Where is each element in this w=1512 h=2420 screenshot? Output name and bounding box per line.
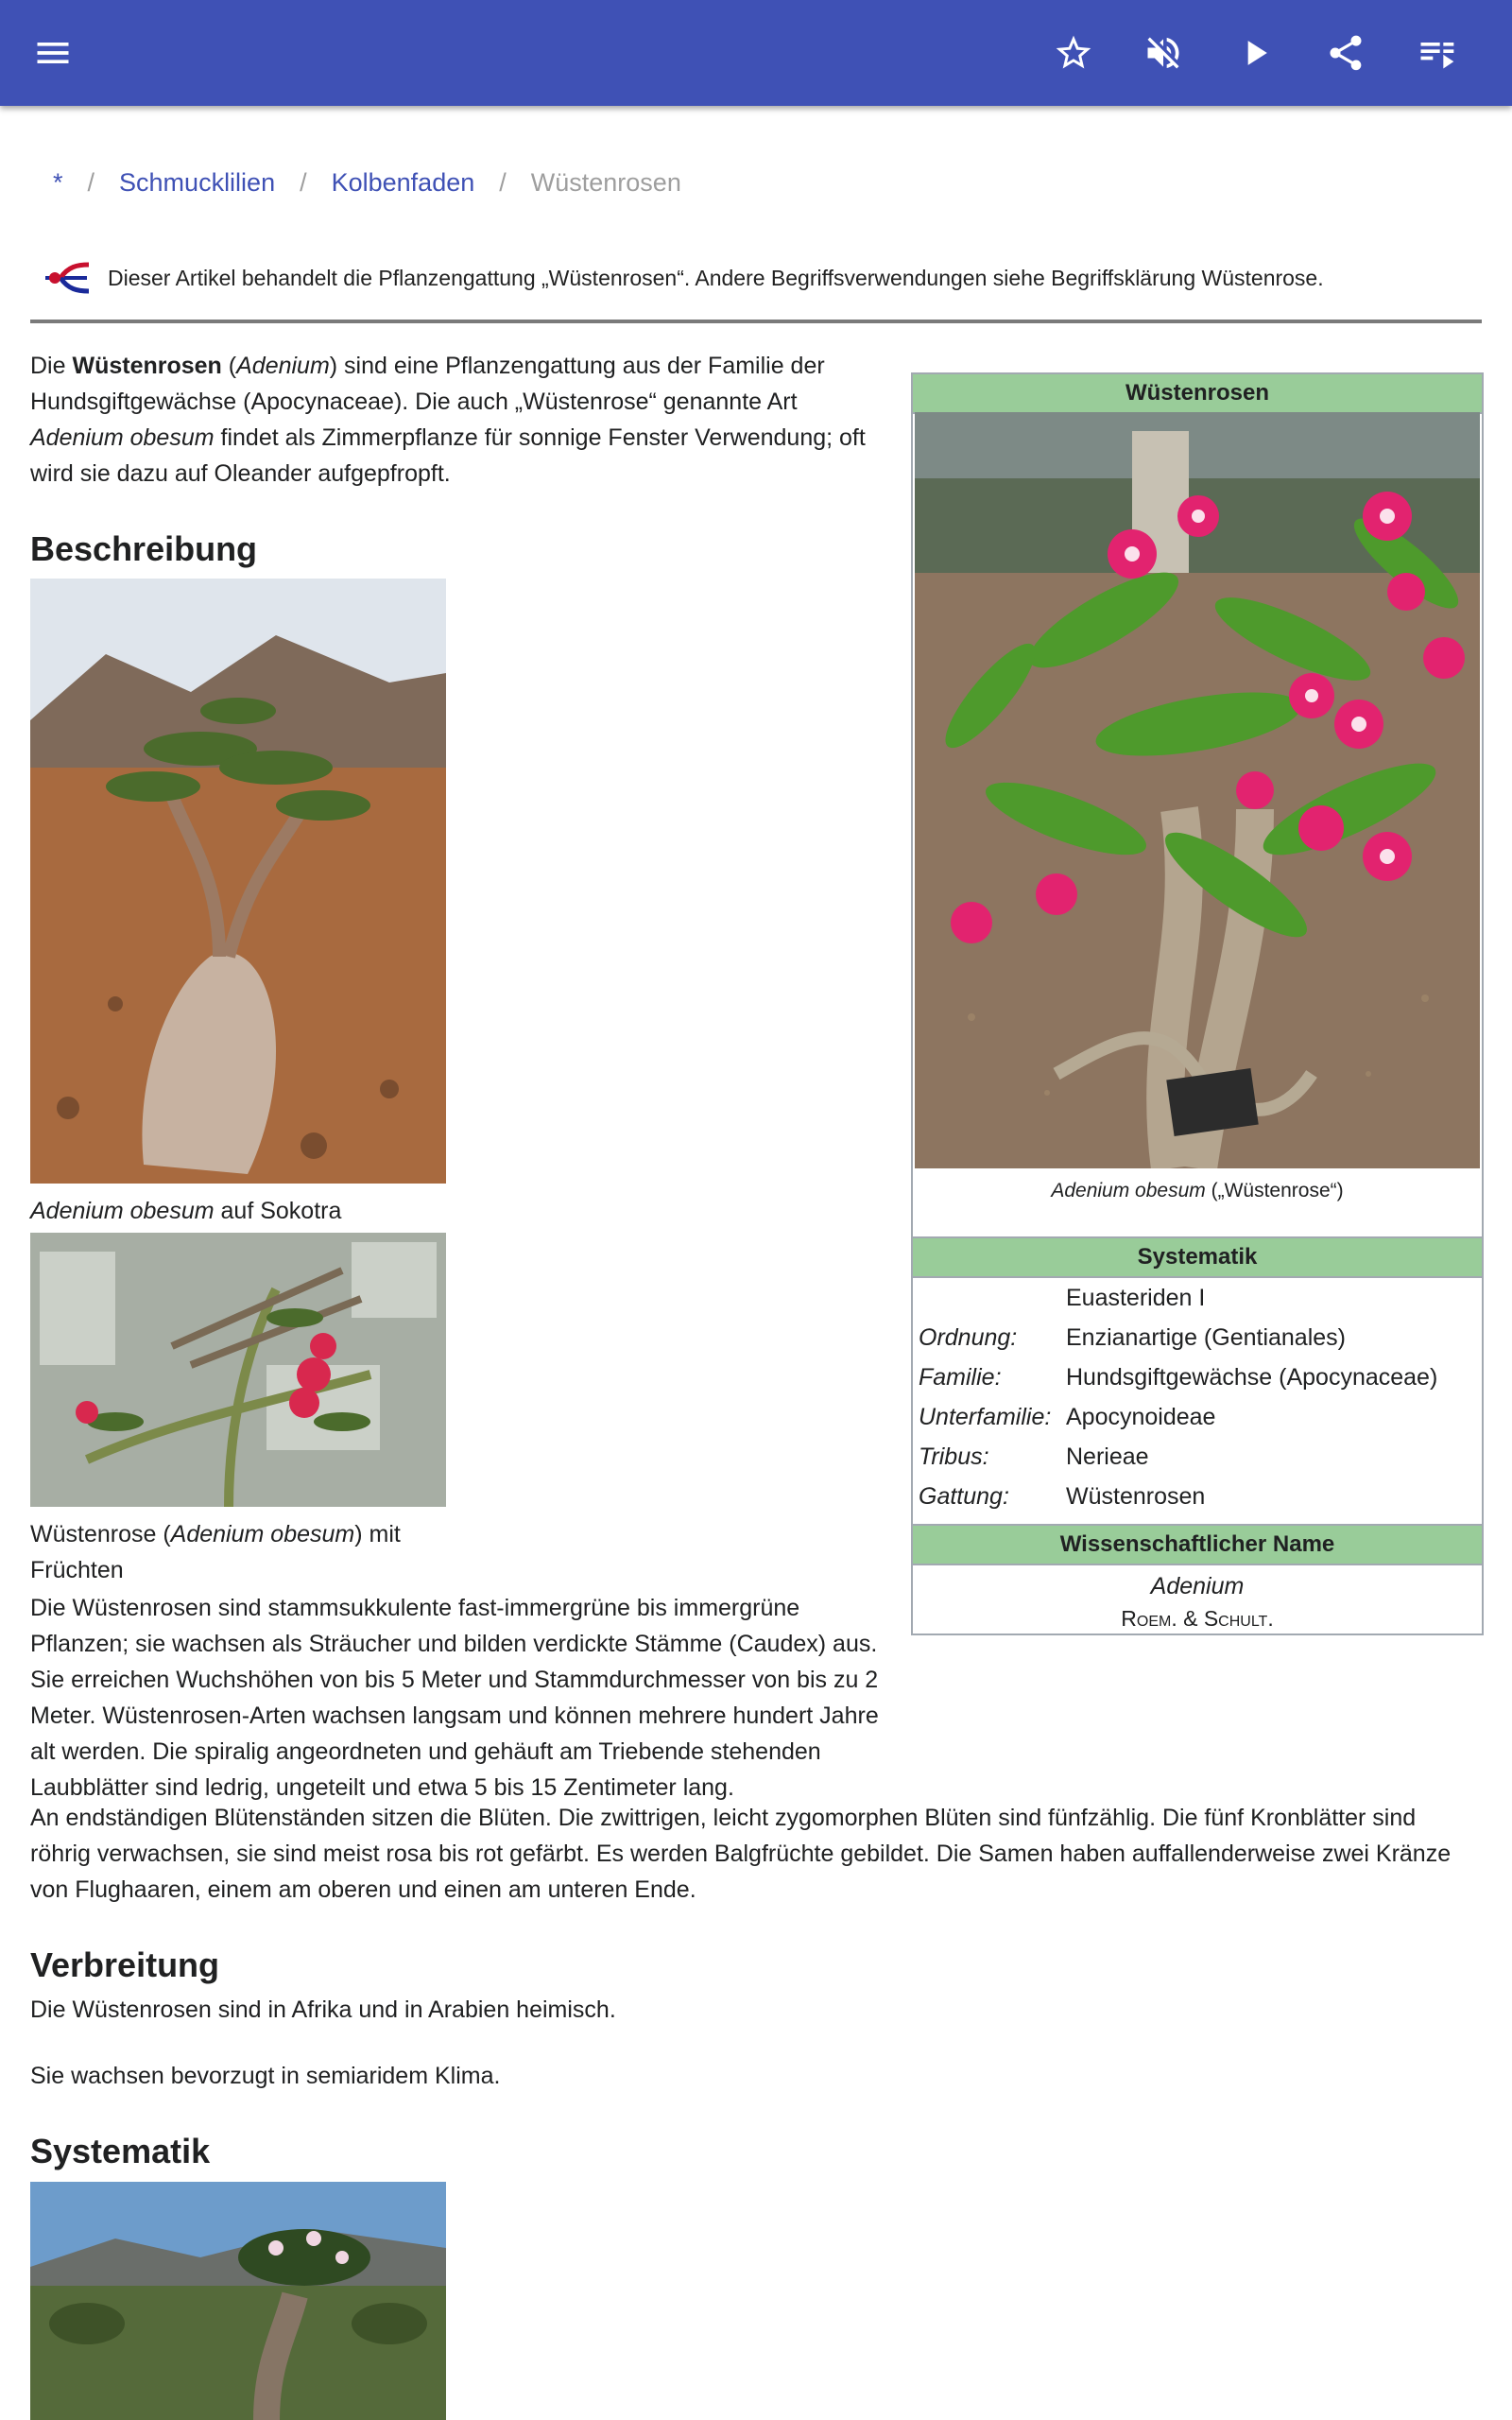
taxon-rank: Familie: <box>919 1363 1002 1391</box>
figure-caption-fruits <box>30 1516 437 1588</box>
taxobox-image-caption <box>913 1180 1482 1202</box>
article-title-bold: Wüstenrosen <box>72 353 222 379</box>
lead-paragraph <box>30 348 881 492</box>
taxon-value[interactable]: Nerieae <box>1066 1443 1149 1470</box>
taxon-value[interactable]: Hundsgiftgewächse (Apocynaceae) <box>1066 1363 1438 1391</box>
taxon-rank: Ordnung: <box>919 1323 1018 1351</box>
figure-image-landscape[interactable] <box>30 2182 446 2420</box>
scientific-name-header: Wissenschaftlicher Name <box>913 1524 1482 1565</box>
playlist-icon[interactable] <box>1410 26 1463 79</box>
breadcrumb-separator: / <box>87 168 95 197</box>
star-outline-icon[interactable] <box>1047 26 1100 79</box>
taxon-row <box>913 1437 1482 1477</box>
systematik-header: Systematik <box>913 1236 1482 1278</box>
taxobox-title: Wüstenrosen <box>913 374 1482 414</box>
figure-caption-sokotra <box>30 1193 474 1229</box>
taxobox <box>911 372 1484 1635</box>
figure-image-sokotra[interactable] <box>30 579 446 1184</box>
genus-name: Adenium <box>236 353 330 379</box>
taxobox-systematik <box>913 1236 1482 1516</box>
taxon-rank: Gattung: <box>919 1482 1009 1510</box>
breadcrumb-kolbenfaden-link[interactable]: Kolbenfaden <box>331 168 475 197</box>
caption-text: Wüstenrose ( <box>30 1521 171 1547</box>
play-icon[interactable] <box>1228 26 1281 79</box>
caption-text: ) mit Früchten <box>30 1521 401 1583</box>
lead-text: findet als Zimmerpflanze für sonnige Fenster Verwendung; oft wird sie dazu auf Oleander aufgepfropft. <box>30 424 866 487</box>
description-paragraph-1 <box>30 1590 1482 1806</box>
lead-text: Die <box>30 353 73 379</box>
breadcrumb-current: Wüstenrosen <box>530 168 681 197</box>
caption-text: auf Sokotra <box>214 1198 342 1224</box>
menu-icon[interactable] <box>26 26 79 79</box>
figure-image-fruits[interactable] <box>30 1233 446 1507</box>
disambiguation-hatnote <box>42 255 1478 301</box>
taxon-row <box>913 1397 1482 1437</box>
taxon-row <box>913 1477 1482 1516</box>
distribution-paragraph-2: Sie wachsen bevorzugt in semiaridem Klima. <box>30 2063 501 2089</box>
taxobox-image[interactable] <box>915 412 1480 1168</box>
lead-text: ) sind eine Pflanzengattung aus der Familie der Hundsgiftgewächse (Apocynaceae). Die auch „Wüstenrose“ genannte Art <box>30 353 825 415</box>
distribution-paragraph-1: Die Wüstenrosen sind in Afrika und in Arabien heimisch. <box>30 1996 616 2023</box>
section-heading-beschreibung: Beschreibung <box>30 529 258 568</box>
hatnote-text: Dieser Artikel behandelt die Pflanzengattung „Wüstenrosen“. Andere Begriffsverwendungen siehe Begriffsklärung Wüstenrose. <box>108 265 1324 290</box>
taxon-row <box>913 1318 1482 1357</box>
taxon-row <box>913 1278 1482 1318</box>
taxon-rank: Unterfamilie: <box>919 1403 1052 1430</box>
caption-text: („Wüstenrose“) <box>1205 1180 1344 1201</box>
taxon-value[interactable]: Apocynoideae <box>1066 1403 1216 1430</box>
section-heading-verbreitung: Verbreitung <box>30 1945 220 1984</box>
caption-species: Adenium obesum <box>30 1198 215 1224</box>
breadcrumb-root-link[interactable]: * <box>53 168 63 197</box>
lead-text: ( <box>221 353 237 379</box>
taxon-value[interactable]: Euasteriden I <box>1066 1284 1206 1311</box>
mute-icon[interactable] <box>1137 26 1190 79</box>
app-bar <box>0 0 1512 106</box>
taxon-row <box>913 1357 1482 1397</box>
breadcrumb-separator: / <box>300 168 307 197</box>
caption-species: Adenium obesum <box>1051 1180 1206 1201</box>
taxon-rank: Tribus: <box>919 1443 989 1470</box>
scientific-author[interactable]: Roem. & Schult. <box>1121 1606 1274 1631</box>
breadcrumb <box>53 168 681 198</box>
description-paragraph-2: An endständigen Blütenständen sitzen die Blüten. Die zwittrigen, leicht zygomorphen Blüten sind fünfzählig. Die fünf Kronblätter sind röhrig verwachsen, sie sind meist rosa bis rot gefärbt. Es werden Balgfrüchte gebildet. Die Samen haben auffallenderweise zwei Kränze von Flughaaren, einem am oberen und einen am unteren Ende. <box>30 1805 1452 1903</box>
species-name: Adenium obesum <box>30 424 215 451</box>
breadcrumb-schmucklilien-link[interactable]: Schmucklilien <box>119 168 276 197</box>
section-divider <box>30 320 1482 323</box>
share-icon[interactable] <box>1319 26 1372 79</box>
disambiguation-icon <box>42 259 91 297</box>
scientific-genus: Adenium <box>1150 1573 1245 1599</box>
section-heading-systematik: Systematik <box>30 2132 211 2170</box>
taxon-value[interactable]: Wüstenrosen <box>1066 1482 1206 1510</box>
taxon-value[interactable]: Enzianartige (Gentianales) <box>1066 1323 1346 1351</box>
caption-species: Adenium obesum <box>170 1521 355 1547</box>
paragraph-text: Die Wüstenrosen sind stammsukkulente fast-immergrüne bis immergrüne Pflanzen; sie wachsen als Sträucher und bilden verdickte Stämme (Caudex) aus. Sie erreichen Wuchshöhen von bis 5 Meter und Stammdurchmesser von bis zu 2 Meter. Wüstenrosen-Arten wachsen langsam und können mehrere hundert Jahre alt werden. Die spiralig angeordneten und gehäuft am Triebende stehenden Laubblätter sind ledrig, ungeteilt und etwa 5 bis 15 Zentimeter lang. <box>30 1595 879 1801</box>
breadcrumb-separator: / <box>499 168 507 197</box>
